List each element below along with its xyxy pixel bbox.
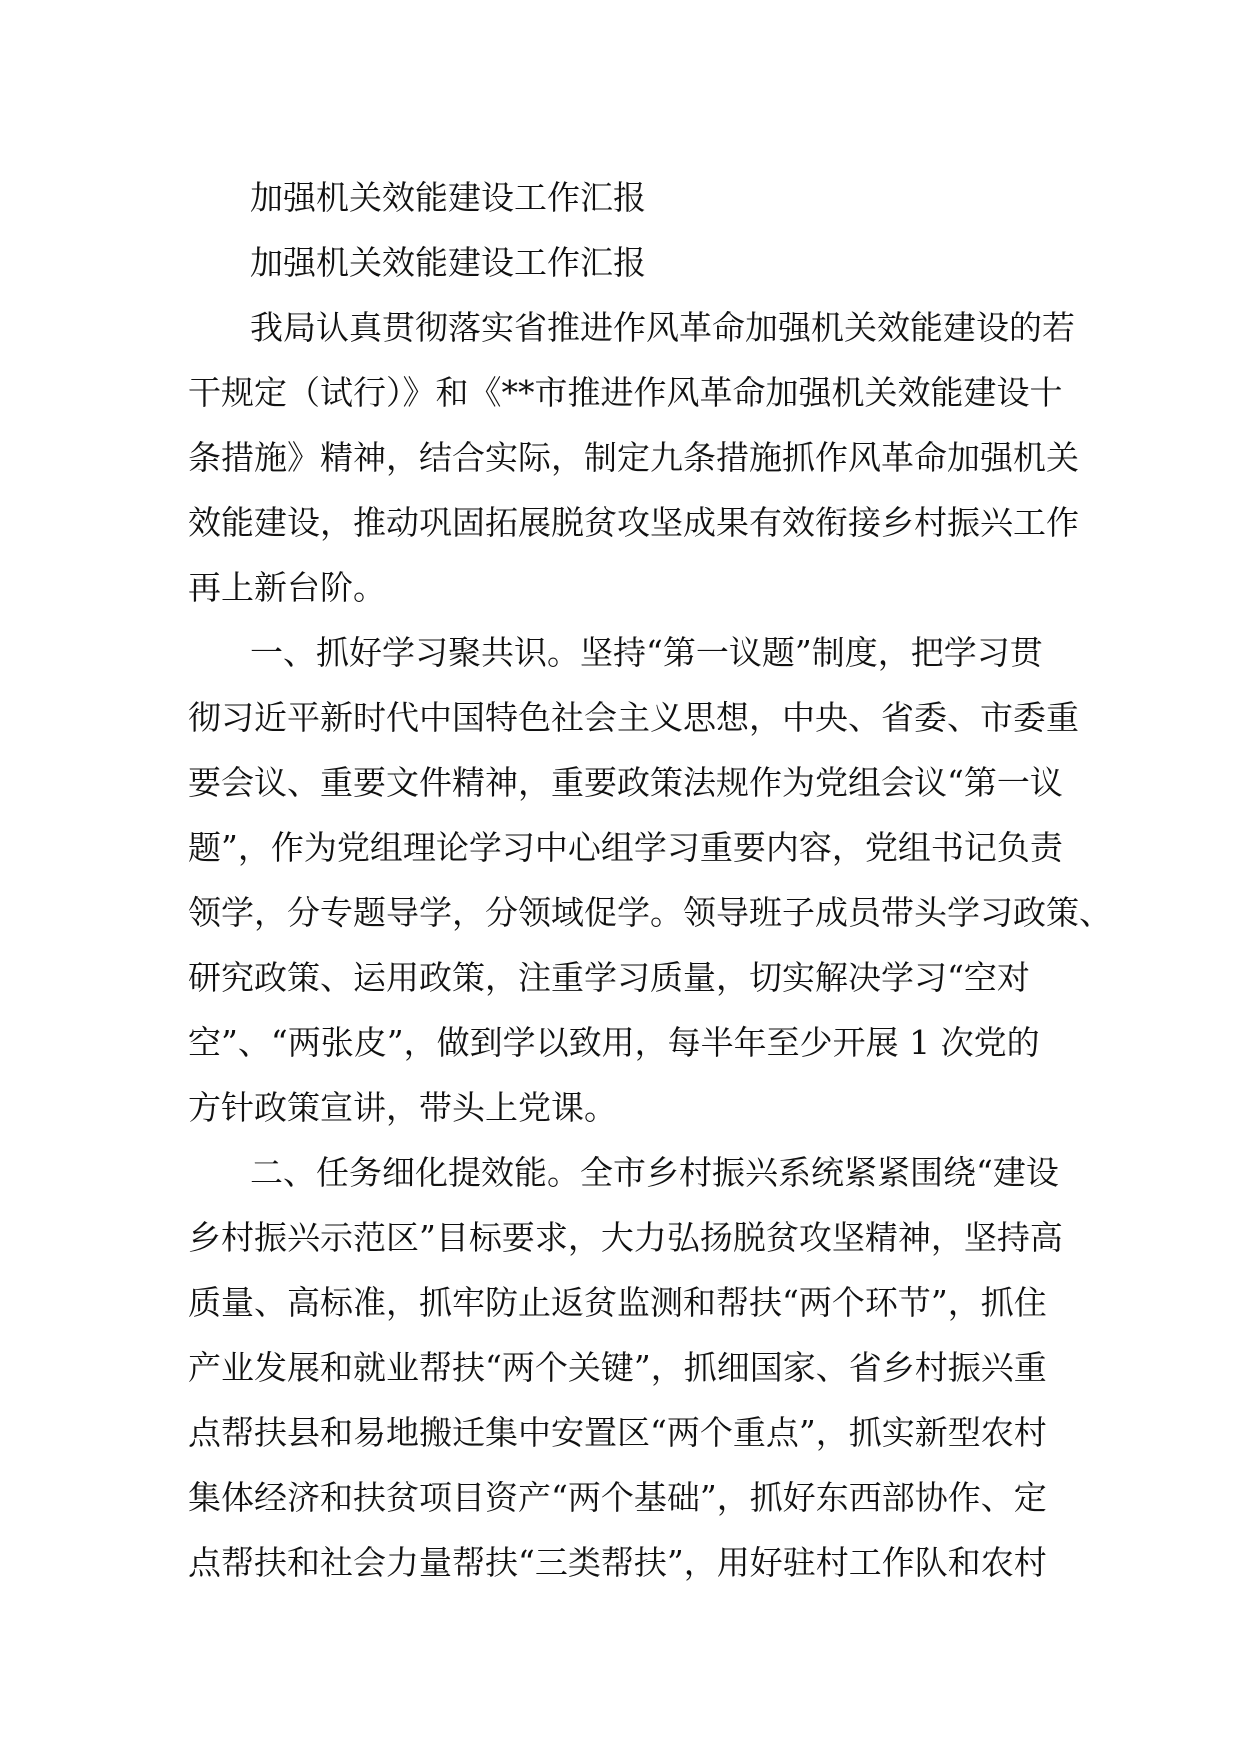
paragraph-line: 空”、“两张皮”，做到学以致用，每半年至少开展 1 次党的 [188, 1023, 1040, 1062]
paragraph-line: 彻习近平新时代中国特色社会主义思想，中央、省委、市委重 [188, 698, 1079, 737]
paragraph-line: 题”，作为党组理论学习中心组学习重要内容，党组书记负责 [188, 828, 1063, 867]
paragraph-line: 再上新台阶。 [188, 568, 386, 607]
paragraph-line: 质量、高标准，抓牢防止返贫监测和帮扶“两个环节”，抓住 [188, 1283, 1047, 1322]
paragraph-line: 效能建设，推动巩固拓展脱贫攻坚成果有效衔接乡村振兴工作 [188, 503, 1079, 542]
paragraph-line: 干规定（试行）》和《**市推进作风革命加强机关效能建设十 [188, 373, 1063, 412]
paragraph-line: 要会议、重要文件精神，重要政策法规作为党组会议“第一议 [188, 763, 1063, 802]
paragraph-line: 点帮扶县和易地搬迁集中安置区“两个重点”，抓实新型农村 [188, 1413, 1047, 1452]
paragraph-line: 条措施》精神，结合实际，制定九条措施抓作风革命加强机关 [188, 438, 1079, 477]
paragraph-line: 产业发展和就业帮扶“两个关键”，抓细国家、省乡村振兴重 [188, 1348, 1047, 1387]
paragraph-line: 乡村振兴示范区”目标要求，大力弘扬脱贫攻坚精神，坚持高 [188, 1218, 1063, 1257]
document-body [188, 165, 1112, 1595]
paragraph-line: 我局认真贯彻落实省推进作风革命加强机关效能建设的若 [250, 308, 1075, 347]
paragraph-line: 方针政策宣讲，带头上党课。 [188, 1088, 617, 1127]
paragraph-line: 研究政策、运用政策，注重学习质量，切实解决学习“空对 [188, 958, 1030, 997]
paragraph-line: 集体经济和扶贫项目资产“两个基础”，抓好东西部协作、定 [188, 1478, 1047, 1517]
paragraph-line: 二、任务细化提效能。全市乡村振兴系统紧紧围绕“建设 [250, 1153, 1059, 1192]
paragraph-line: 一、抓好学习聚共识。坚持“第一议题”制度，把学习贯 [250, 633, 1043, 672]
document-title: 加强机关效能建设工作汇报 [250, 178, 646, 217]
paragraph-section-2 [188, 1140, 1068, 1595]
paragraph-line: 领学，分专题导学，分领域促学。领导班子成员带头学习政策、 [188, 893, 1112, 932]
paragraph-section-1 [188, 620, 1112, 1140]
paragraph-line: 点帮扶和社会力量帮扶“三类帮扶”，用好驻村工作队和农村 [188, 1543, 1047, 1582]
paragraph-intro [188, 295, 1079, 620]
document-subtitle: 加强机关效能建设工作汇报 [250, 243, 646, 282]
